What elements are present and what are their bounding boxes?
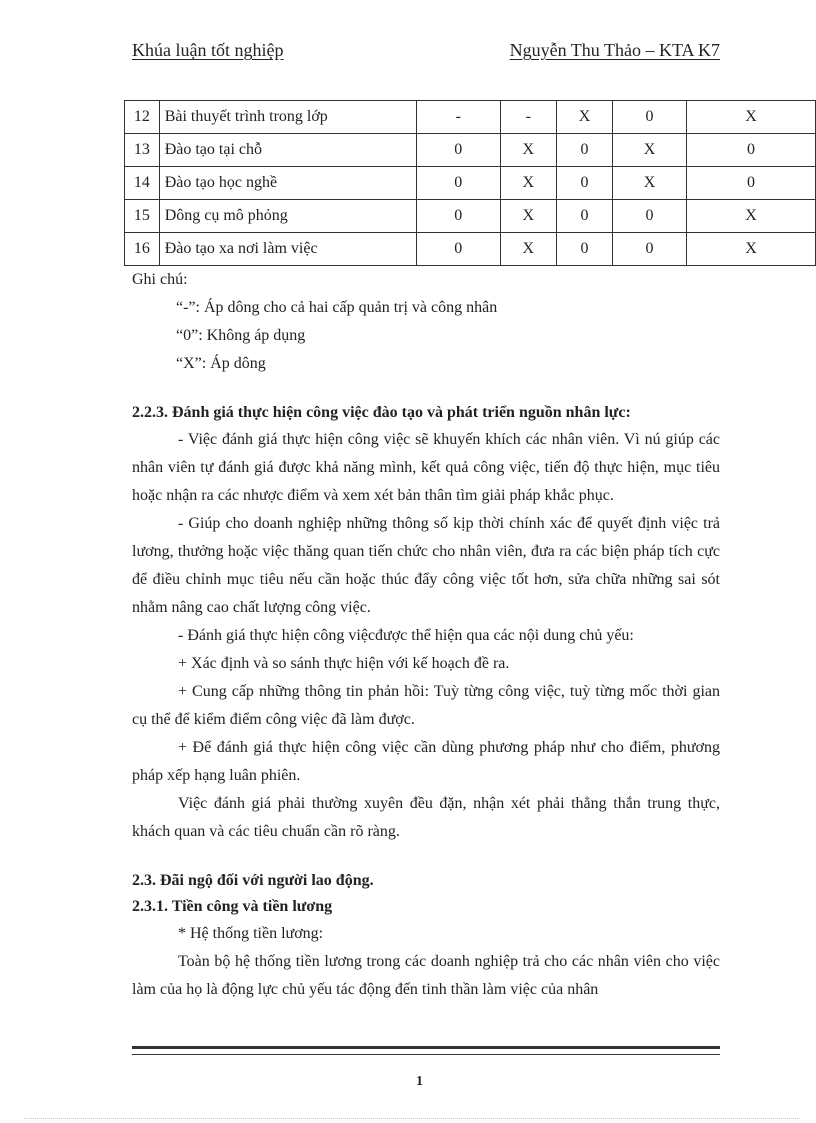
page-number: 1: [416, 1074, 423, 1089]
table-cell: X: [500, 200, 556, 233]
section-heading: 2.2.3. Đánh giá thực hiện công việc đào tạo và phát triển nguồn nhân lực:: [132, 404, 631, 421]
table-notes: [132, 266, 497, 378]
table-cell: X: [500, 167, 556, 200]
method-name: Đào tạo học nghề: [159, 167, 416, 200]
page-header: [132, 40, 720, 64]
table-cell: X: [686, 233, 815, 266]
table-cell: X: [556, 101, 612, 134]
notes-label: Ghi chú:: [132, 271, 188, 288]
section-heading: 2.3. Đãi ngộ đối với người lao động.: [132, 872, 374, 889]
note-item: “-”: Áp dông cho cả hai cấp quản trị và công nhân: [176, 299, 498, 316]
table-cell: 0: [613, 233, 687, 266]
header-author: Nguyễn Thu Thảo – KTA K7: [509, 40, 720, 60]
body-text: [132, 400, 720, 1004]
table-cell: 0: [416, 134, 500, 167]
paragraph: - Giúp cho doanh nghiệp những thông số kịp thời chính xác để quyết định việc trả lương, thưởng hoặc việc thăng quan tiến chức cho nhân viên, đưa ra các biện pháp tích cực để điều chỉnh mục tiêu nếu cần hoặc thúc đẩy công việc tốt hơn, sửa chữa những sai sót nhằm nâng cao chất lượng công việc.: [132, 515, 720, 616]
paragraph: Việc đánh giá phải thường xuyên đều đặn, nhận xét phải thẳng thắn trung thực, khách quan và các tiêu chuẩn cần rõ ràng.: [132, 795, 720, 840]
subsection-heading: 2.3.1. Tiền công và tiền lương: [132, 898, 333, 915]
row-number: 16: [125, 233, 160, 266]
training-methods-table: [124, 100, 816, 266]
paragraph: * Hệ thống tiền lương:: [178, 925, 324, 942]
table-row: [125, 134, 816, 167]
table-cell: 0: [556, 134, 612, 167]
footer-rule: [132, 1046, 720, 1055]
row-number: 15: [125, 200, 160, 233]
table-cell: X: [686, 200, 815, 233]
table-row: [125, 167, 816, 200]
row-number: 13: [125, 134, 160, 167]
paragraph: + Xác định và so sánh thực hiện với kế hoạch đề ra.: [178, 655, 510, 672]
table-cell: -: [416, 101, 500, 134]
table-cell: 0: [556, 200, 612, 233]
table-cell: 0: [686, 167, 815, 200]
method-name: Đào tạo tại chỗ: [159, 134, 416, 167]
paragraph: - Đánh giá thực hiện công việcđược thể hiện qua các nội dung chủ yếu:: [178, 627, 634, 644]
table-cell: 0: [416, 167, 500, 200]
row-number: 12: [125, 101, 160, 134]
row-number: 14: [125, 167, 160, 200]
paragraph: + Cung cấp những thông tin phản hồi: Tuỳ từng công việc, tuỳ từng mốc thời gian cụ thể để kiểm điểm công việc đã làm được.: [132, 683, 720, 728]
table-cell: X: [500, 134, 556, 167]
table-cell: 0: [613, 101, 687, 134]
table-cell: -: [500, 101, 556, 134]
note-item: “0”: Không áp dụng: [176, 327, 306, 344]
method-name: Bài thuyết trình trong lớp: [159, 101, 416, 134]
table-cell: 0: [556, 167, 612, 200]
header-title: Khúa luận tốt nghiệp: [132, 40, 284, 60]
note-item: “X”: Áp dông: [176, 355, 266, 372]
paragraph: + Để đánh giá thực hiện công việc cần dùng phương pháp như cho điểm, phương pháp xếp hạng luân phiên.: [132, 739, 720, 784]
table-cell: X: [613, 167, 687, 200]
table-row: [125, 101, 816, 134]
section-spacer: [132, 846, 720, 868]
method-name: Đào tạo xa nơi làm việc: [159, 233, 416, 266]
table-cell: 0: [416, 200, 500, 233]
table-cell: 0: [416, 233, 500, 266]
table-cell: X: [686, 101, 815, 134]
paragraph: Toàn bộ hệ thống tiền lương trong các doanh nghiệp trả cho các nhân viên cho việc làm của họ là động lực chủ yếu tác động đến tinh thần làm việc của nhân: [132, 953, 720, 998]
paragraph: - Việc đánh giá thực hiện công việc sẽ khuyến khích các nhân viên. Vì nú giúp các nhân viên tự đánh giá được khả năng mình, kết quả công việc, tiến độ thực hiện, mục tiêu hoặc nhận ra các nhược điểm và xem xét bản thân tìm giải pháp khắc phục.: [132, 431, 720, 504]
table-cell: 0: [556, 233, 612, 266]
table-cell: 0: [686, 134, 815, 167]
table-row: [125, 233, 816, 266]
table-cell: X: [500, 233, 556, 266]
table-cell: 0: [613, 200, 687, 233]
table-cell: X: [613, 134, 687, 167]
method-name: Dông cụ mô phỏng: [159, 200, 416, 233]
table-row: [125, 200, 816, 233]
page-bottom-divider: [24, 1118, 800, 1119]
